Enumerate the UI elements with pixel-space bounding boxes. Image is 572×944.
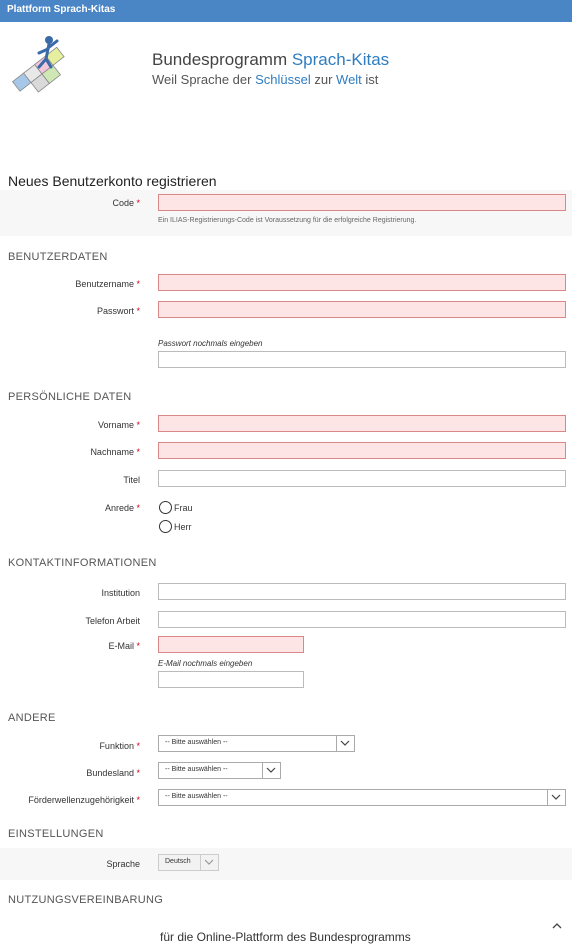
- language-select-value: Deutsch: [165, 858, 191, 865]
- section-terms: NUTZUNGSVEREINBARUNG: [8, 894, 164, 906]
- brand-title: Bundesprogramm Sprach-Kitas: [152, 50, 390, 69]
- salutation-herr-label[interactable]: Herr: [174, 522, 192, 532]
- salutation-frau-radio[interactable]: [159, 501, 172, 514]
- section-settings: EINSTELLUNGEN: [8, 828, 104, 840]
- chevron-down-icon: [200, 855, 218, 870]
- chevron-down-icon: [262, 763, 280, 778]
- chevron-down-icon: [336, 736, 354, 751]
- password-repeat-input[interactable]: [158, 351, 566, 368]
- section-user-data: BENUTZERDATEN: [8, 251, 108, 263]
- salutation-frau-label[interactable]: Frau: [174, 503, 193, 513]
- page-title: Neues Benutzerkonto registrieren: [8, 173, 217, 189]
- phone-work-label: Telefon Arbeit: [85, 616, 140, 626]
- section-other: ANDERE: [8, 712, 56, 724]
- function-select[interactable]: [158, 735, 355, 752]
- title-input[interactable]: [158, 470, 566, 487]
- institution-input[interactable]: [158, 583, 566, 600]
- top-bar: [0, 0, 572, 22]
- code-hint: Ein ILIAS-Registrierungs-Code ist Voraussetzung für die erfolgreiche Registrierung.: [158, 217, 417, 224]
- salutation-label: Anrede *: [104, 503, 140, 513]
- function-label: Funktion *: [99, 741, 140, 751]
- phone-work-input[interactable]: [158, 611, 566, 628]
- wave-label: Förderwellenzugehörigkeit *: [28, 795, 140, 805]
- language-select[interactable]: [158, 854, 219, 871]
- terms-text: für die Online-Plattform des Bundesprogramms: [160, 930, 411, 944]
- email-label: E-Mail *: [108, 641, 140, 651]
- logo-icon: [5, 33, 75, 103]
- title-label: Titel: [123, 475, 140, 485]
- password-repeat-label: Passwort nochmals eingeben: [158, 339, 263, 348]
- lastname-label: Nachname *: [90, 447, 140, 457]
- code-label: Code *: [112, 198, 140, 208]
- institution-label: Institution: [101, 588, 140, 598]
- section-personal-data: PERSÖNLICHE DATEN: [8, 391, 132, 403]
- username-label: Benutzername *: [75, 279, 140, 289]
- state-label: Bundesland *: [86, 768, 140, 778]
- code-input[interactable]: [158, 194, 566, 211]
- email-input[interactable]: [158, 636, 304, 653]
- wave-select[interactable]: [158, 789, 566, 806]
- email-repeat-label: E-Mail nochmals eingeben: [158, 659, 253, 668]
- email-repeat-input[interactable]: [158, 671, 304, 688]
- platform-title[interactable]: Plattform Sprach-Kitas: [7, 4, 116, 15]
- lastname-input[interactable]: [158, 442, 566, 459]
- function-select-value: -- Bitte auswählen --: [165, 739, 228, 746]
- firstname-label: Vorname *: [97, 420, 140, 430]
- brand-subtitle: Weil Sprache der Schlüssel zur Welt ist: [152, 72, 379, 87]
- password-label: Passwort *: [96, 306, 140, 316]
- state-select-value: -- Bitte auswählen --: [165, 766, 228, 773]
- wave-select-value: -- Bitte auswählen --: [165, 793, 228, 800]
- language-label: Sprache: [106, 859, 140, 869]
- chevron-down-icon: [547, 790, 565, 805]
- chevron-up-icon: [549, 917, 565, 935]
- section-contact: KONTAKTINFORMATIONEN: [8, 557, 157, 569]
- password-input[interactable]: [158, 301, 566, 318]
- salutation-herr-radio[interactable]: [159, 520, 172, 533]
- scroll-up-button[interactable]: [549, 917, 565, 935]
- state-select[interactable]: [158, 762, 281, 779]
- firstname-input[interactable]: [158, 415, 566, 432]
- username-input[interactable]: [158, 274, 566, 291]
